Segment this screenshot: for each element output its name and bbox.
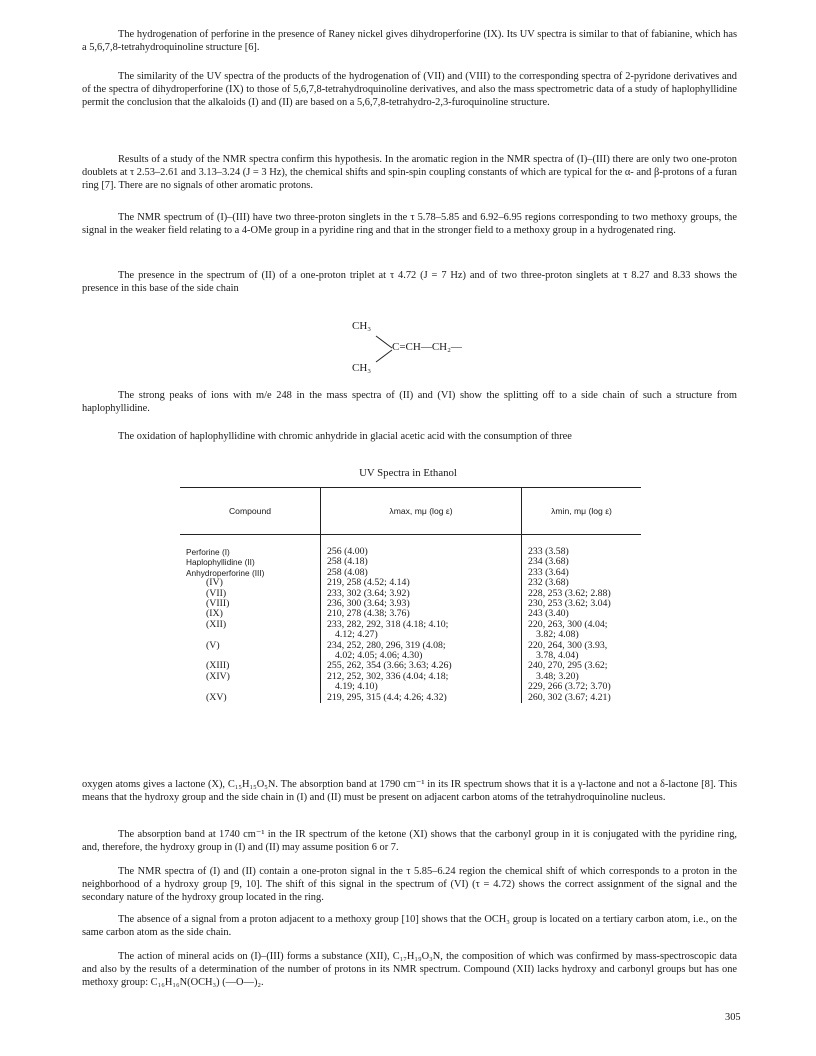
paragraph-oxidation: The oxidation of haplophyllidine with chromic anhydride in glacial acetic acid with the consumption of three [118,431,572,442]
lambda-max-cell: 258 (4.08) [327,566,368,578]
compound-cell: (XII) [206,618,227,630]
lambda-max-cell: 219, 295, 315 (4.4; 4.26; 4.32) [327,691,447,703]
compound-cell: Haplophyllidine (II) [186,557,255,568]
compound-cell: (IX) [206,608,223,620]
lambda-min-cell: 233 (3.58) [528,546,569,557]
structure-methyl-bottom: CH₃ [352,362,372,374]
lambda-min-cell: 230, 253 (3.62; 3.04) [528,598,611,610]
lambda-min-cell: 233 (3.64) [528,566,569,578]
lambda-max-cell: 4.19; 4.10) [335,681,378,693]
lambda-min-cell: 232 (3.68) [528,577,569,589]
compound-column [180,535,321,704]
paragraph-lactone: oxygen atoms gives a lactone (X), C₁₅H₁₅O₅N. The absorption band at 1790 cm⁻¹ in its IR spectrum shows that it is a γ-lactone and not a δ-lactone [8]. This means that the hydroxy group and the side chain in (I) and (II) must be present on adjacent carbon atoms of the tetrahydroquinoline nucleus. [82,779,737,803]
uv-spectra-table [180,487,641,703]
lambda-max-cell: 219, 258 (4.52; 4.14) [327,577,410,589]
paragraph-ketone-ir: The absorption band at 1740 cm⁻¹ in the IR spectrum of the ketone (XI) shows that the carbonyl group in it is conjugated with the pyridine ring, and, therefore, the hydroxy group in (I) and (II) may assume position 6 or 7. [82,829,737,853]
header-lambda-min: λmin, mμ (log ε) [522,488,642,535]
paragraph-hydrogenation-perforine: The hydrogenation of perforine in the presence of Raney nickel gives dihydroperforine (IX). Its UV spectra is similar to that of fabianine, which has a 5,6,7,8-tetrahydroquinoline structure [6]. [82,29,737,53]
lambda-min-cell: 3.78, 4.04) [536,650,579,662]
lambda-max-cell: 256 (4.00) [327,546,368,557]
lambda-min-cell: 234 (3.68) [528,556,569,568]
lambda-min-cell: 228, 253 (3.62; 2.88) [528,587,611,599]
structure-methyl-top: CH₃ [352,320,372,332]
compound-cell: (XIII) [206,660,230,672]
lambda-min-cell: 229, 266 (3.72; 3.70) [528,681,611,693]
compound-cell: Anhydroperforine (III) [186,567,265,578]
paragraph-methoxy-position: The absence of a signal from a proton adjacent to a methoxy group [10] shows that the OCH₃ group is located on a tertiary carbon atom, i.e., on the same carbon atom as the side chain. [82,914,737,938]
paragraph-mineral-acids: The action of mineral acids on (I)–(III) forms a substance (XII), C₁₇H₁₉O₃N, the composition of which was confirmed by mass-spectroscopic data and also by the results of a determination of the number of protons in its NMR spectrum. Compound (XII) lacks hydroxy and carbonyl groups but has one methoxy group: C₁₆H₁₆N(OCH₃) (—O—)₂. [82,951,737,988]
lambda-max-cell: 233, 282, 292, 318 (4.18; 4.10; [327,618,449,630]
structure-chain: C=CH—CH₂— [392,341,462,353]
paragraph-uv-similarity: The similarity of the UV spectra of the products of the hydrogenation of (VII) and (VIII) to the corresponding spectra of 2-pyridone derivatives and of the spectra of dihydroperforine (IX) to those of 5,6,7,8-tetrahydroquinoline derivatives, and also the mass spectrometric data of a study of haplophyllidine permit the conclusion that the alkaloids (I) and (II) are based on a 5,6,7,8-tetrahydro-2,3-furoquinoline structure. [82,71,737,108]
lambda-min-cell: 260, 302 (3.67; 4.21) [528,691,611,703]
lambda-max-cell: 233, 302 (3.64; 3.92) [327,587,410,599]
lambda-min-cell: 220, 263, 300 (4.04; [528,618,608,630]
compound-cell: Perforine (I) [186,547,230,557]
lambda-min-cell: 220, 264, 300 (3.93, [528,639,608,651]
table-caption: UV Spectra in Ethanol [359,467,457,479]
paragraph-mass-spectra: The strong peaks of ions with m/e 248 in the mass spectra of (II) and (VI) show the splitting off to a side chain of such a structure from haplophyllidine. [82,390,737,414]
paragraph-side-chain-presence: The presence in the spectrum of (II) of a one-proton triplet at τ 4.72 (J = 7 Hz) and of two three-proton singlets at τ 8.27 and 8.33 shows the presence in this base of the side chain [82,270,737,294]
header-compound: Compound [180,488,321,535]
lambda-max-cell: 4.02; 4.05; 4.06; 4.30) [335,650,423,662]
lambda-max-cell: 234, 252, 280, 296, 319 (4.08; [327,639,446,651]
lambda-max-cell: 210, 278 (4.38; 3.76) [327,608,410,620]
compound-cell: (VIII) [206,598,230,610]
page-number: 305 [725,1012,741,1023]
paragraph-nmr-hydroxy: The NMR spectra of (I) and (II) contain a one-proton signal in the τ 5.85–6.24 region the chemical shift of which corresponds to a proton in the neighborhood of a hydroxy group [9, 10]. The shift of this signal in the spectrum of (VI) (τ = 4.72) shows the correct assignment of the signal and the secondary nature of the hydroxy group located in the ring. [82,866,737,903]
lambda-max-cell: 4.12; 4.27) [335,629,378,641]
lambda-max-cell: 236, 300 (3.64; 3.93) [327,598,410,610]
side-chain-structure [352,320,522,380]
compound-cell: (IV) [206,577,223,589]
lambda-max-cell: 258 (4.18) [327,556,368,568]
compound-cell: (XIV) [206,670,230,682]
lambda-min-cell: 3.82; 4.08) [536,629,579,641]
lambda-min-cell: 243 (3.40) [528,608,569,620]
lambda-min-cell: 240, 270, 295 (3.62; [528,660,608,672]
lambda-min-column [522,535,642,704]
lambda-min-cell: 3.48; 3.20) [536,670,579,682]
compound-cell: (V) [206,639,220,651]
paragraph-nmr-results: Results of a study of the NMR spectra confirm this hypothesis. In the aromatic region in the NMR spectra of (I)–(III) there are only two one-proton doublets at τ 2.53–2.61 and 3.13–3.24 (J = 3 Hz), the chemical shifts and spin-spin coupling constants of which are typical for the α- and β-protons of a furan ring [7]. There are no signals of other aromatic protons. [82,154,737,191]
compound-cell: (VII) [206,587,227,599]
header-lambda-max: λmax, mμ (log ε) [321,488,522,535]
lambda-max-cell: 212, 252, 302, 336 (4.04; 4.18; [327,670,449,682]
compound-cell: (XV) [206,691,227,703]
paragraph-nmr-methoxy: The NMR spectrum of (I)–(III) have two three-proton singlets in the τ 5.78–5.85 and 6.92–6.95 regions corresponding to two methoxy groups, the signal in the weaker field relating to a 4-OMe group in a pyridine ring and that in the stronger field to a methoxy group in a hydrogenated ring. [82,212,737,236]
lambda-max-cell: 255, 262, 354 (3.66; 3.63; 4.26) [327,660,452,672]
lambda-max-column [321,535,522,704]
